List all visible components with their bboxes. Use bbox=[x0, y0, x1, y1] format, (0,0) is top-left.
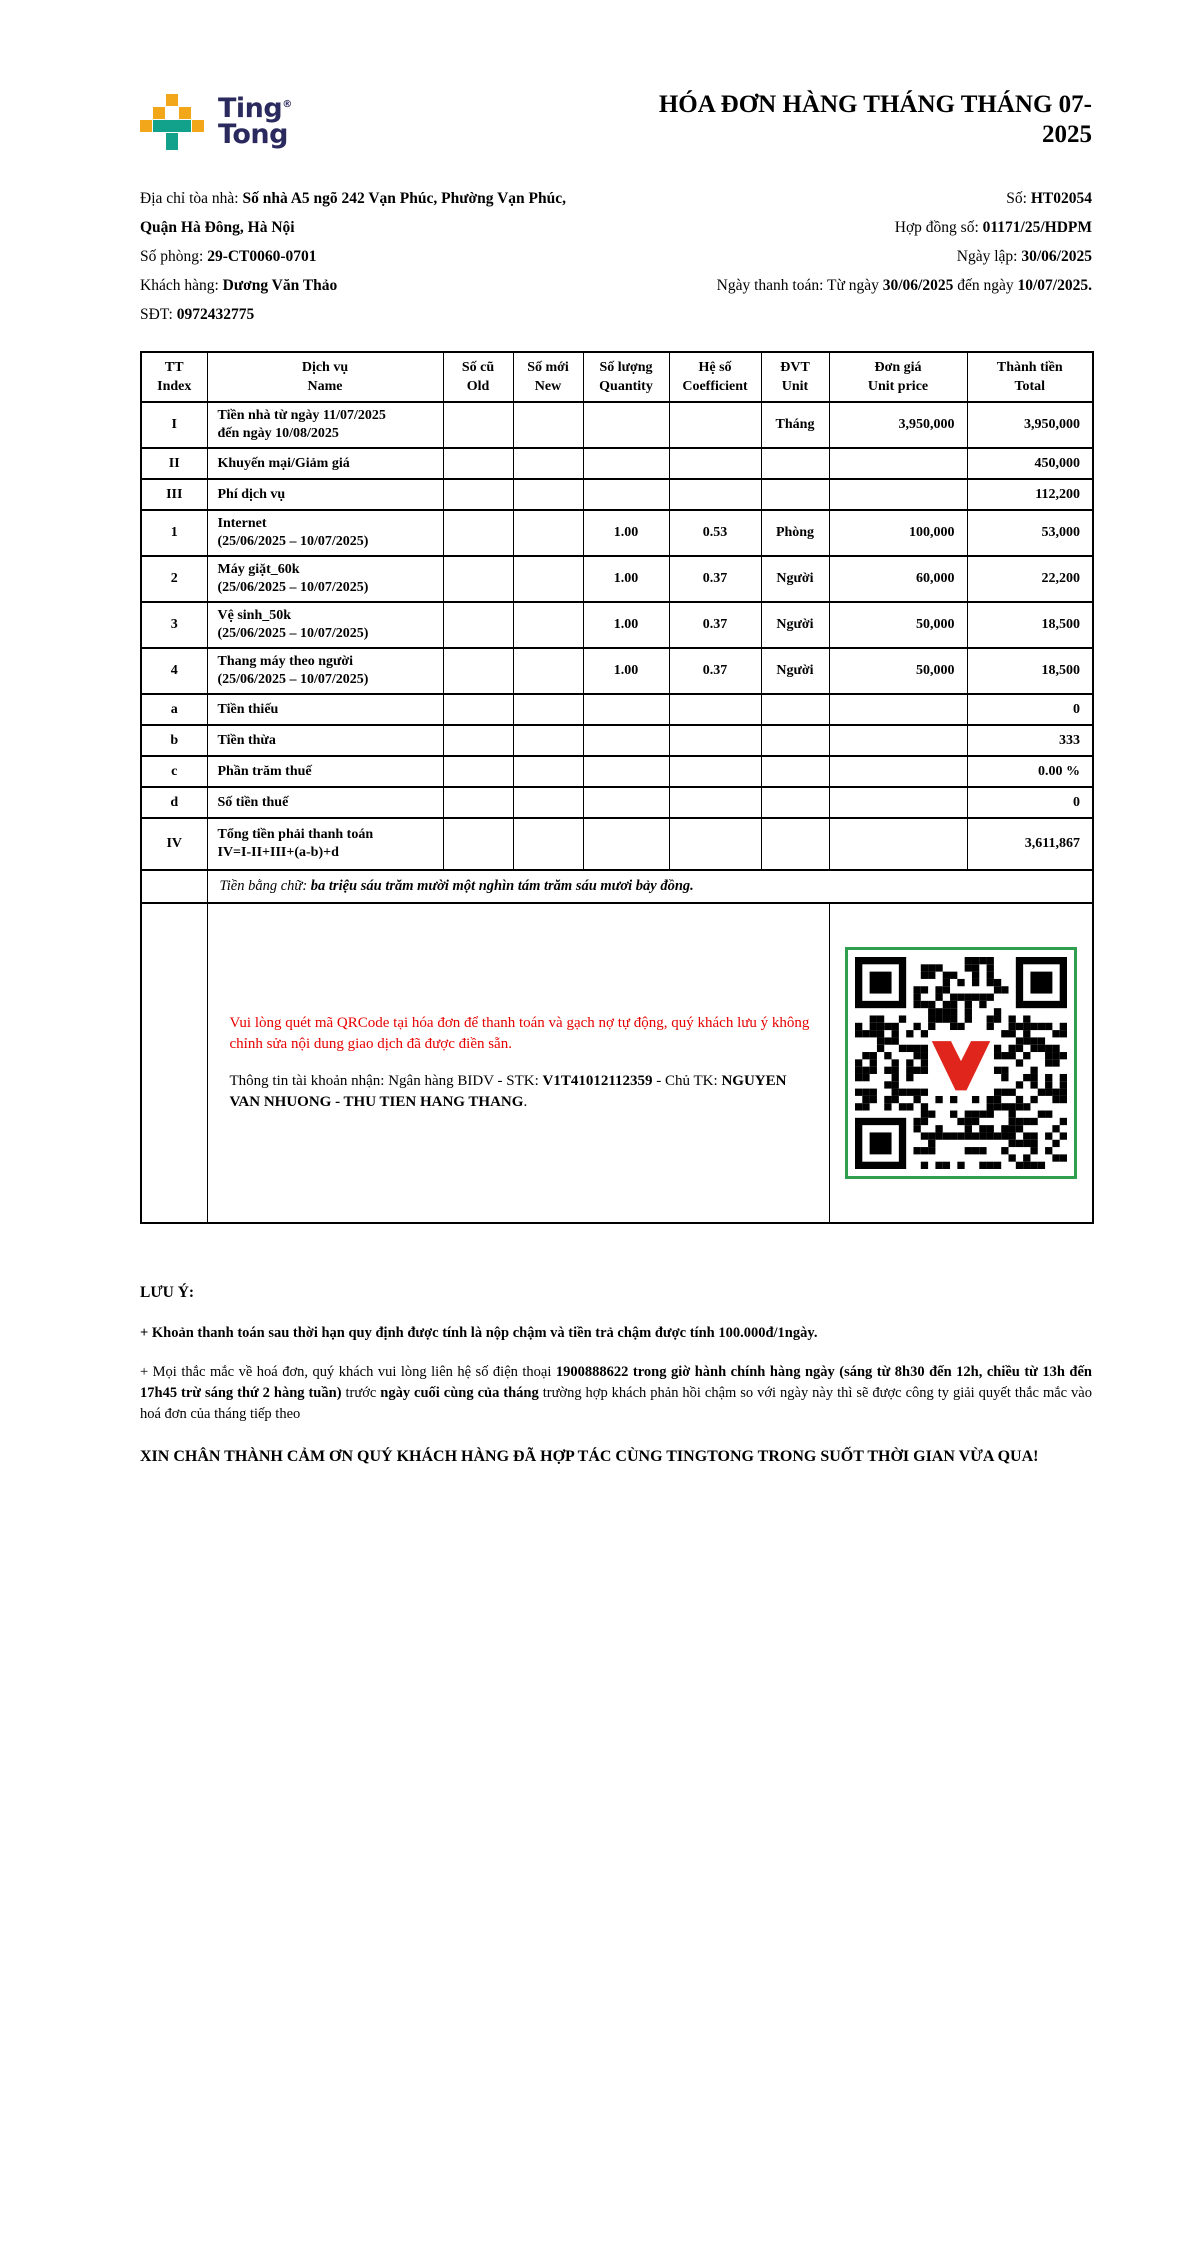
total: 112,200 bbox=[967, 479, 1093, 510]
empty-index-cell bbox=[141, 903, 207, 1223]
brand-line2: Tong bbox=[218, 119, 288, 150]
quantity: 1.00 bbox=[583, 602, 669, 648]
table-row bbox=[141, 818, 1093, 870]
total: 0 bbox=[967, 787, 1093, 818]
unit bbox=[761, 787, 829, 818]
quantity bbox=[583, 402, 669, 448]
header-service: Dịch vụ Name bbox=[207, 352, 443, 402]
empty-index-cell bbox=[141, 870, 207, 903]
header-quantity: Số lượng Quantity bbox=[583, 352, 669, 402]
total: 18,500 bbox=[967, 648, 1093, 694]
service-name: Internet (25/06/2025 – 10/07/2025) bbox=[207, 510, 443, 556]
qr-code-cell bbox=[829, 903, 1093, 1223]
unit-price bbox=[829, 694, 967, 725]
room-number: Số phòng: 29-CT0060-0701 bbox=[140, 248, 317, 265]
header-unit-price: Đơn giá Unit price bbox=[829, 352, 967, 402]
registered-mark: ® bbox=[282, 99, 292, 110]
quantity: 1.00 bbox=[583, 556, 669, 602]
customer-name: Khách hàng: Dương Văn Thảo bbox=[140, 277, 338, 294]
unit-price: 3,950,000 bbox=[829, 402, 967, 448]
service-name: Tiền nhà từ ngày 11/07/2025 đến ngày 10/08/2025 bbox=[207, 402, 443, 448]
unit-price bbox=[829, 448, 967, 479]
payment-instructions bbox=[207, 903, 829, 1223]
table-row bbox=[141, 725, 1093, 756]
row-index: d bbox=[141, 787, 207, 818]
row-index: b bbox=[141, 725, 207, 756]
coefficient bbox=[669, 694, 761, 725]
old-reading bbox=[443, 787, 513, 818]
qr-code bbox=[855, 957, 1067, 1169]
qr-row bbox=[141, 903, 1093, 1223]
unit bbox=[761, 818, 829, 870]
row-index: IV bbox=[141, 818, 207, 870]
issue-date: Ngày lập: 30/06/2025 bbox=[956, 248, 1092, 265]
old-reading bbox=[443, 448, 513, 479]
old-reading bbox=[443, 725, 513, 756]
service-name: Thang máy theo người (25/06/2025 – 10/07/2025) bbox=[207, 648, 443, 694]
old-reading bbox=[443, 402, 513, 448]
row-index: 1 bbox=[141, 510, 207, 556]
info-right bbox=[664, 184, 1092, 329]
quantity bbox=[583, 725, 669, 756]
service-name: Khuyến mại/Giảm giá bbox=[207, 448, 443, 479]
unit-price bbox=[829, 479, 967, 510]
invoice-title bbox=[532, 90, 1092, 150]
customer-phone: SĐT: 0972432775 bbox=[140, 306, 255, 323]
new-reading bbox=[513, 402, 583, 448]
quantity bbox=[583, 448, 669, 479]
services-table bbox=[140, 351, 1094, 1224]
row-index: I bbox=[141, 402, 207, 448]
new-reading bbox=[513, 694, 583, 725]
account-info: Thông tin tài khoản nhận: Ngân hàng BIDV - STK: V1T41012112359 - Chủ TK: NGUYEN VAN NHUONG - THU TIEN HANG THANG. bbox=[229, 1073, 787, 1110]
coefficient bbox=[669, 448, 761, 479]
unit bbox=[761, 448, 829, 479]
coefficient bbox=[669, 402, 761, 448]
building-address: Địa chỉ tòa nhà: Số nhà A5 ngõ 242 Vạn Phúc, Phường Vạn Phúc, bbox=[140, 190, 566, 207]
table-row bbox=[141, 648, 1093, 694]
row-index: III bbox=[141, 479, 207, 510]
unit-price: 50,000 bbox=[829, 602, 967, 648]
coefficient bbox=[669, 818, 761, 870]
service-name: Tiền thiếu bbox=[207, 694, 443, 725]
old-reading bbox=[443, 648, 513, 694]
table-row bbox=[141, 694, 1093, 725]
unit: Người bbox=[761, 602, 829, 648]
unit bbox=[761, 694, 829, 725]
old-reading bbox=[443, 756, 513, 787]
unit-price bbox=[829, 725, 967, 756]
row-index: 4 bbox=[141, 648, 207, 694]
coefficient: 0.37 bbox=[669, 602, 761, 648]
quantity bbox=[583, 818, 669, 870]
notes-heading: LƯU Ý: bbox=[140, 1284, 195, 1301]
new-reading bbox=[513, 448, 583, 479]
service-name: Phần trăm thuế bbox=[207, 756, 443, 787]
new-reading bbox=[513, 556, 583, 602]
table-row bbox=[141, 402, 1093, 448]
unit-price: 60,000 bbox=[829, 556, 967, 602]
total: 18,500 bbox=[967, 602, 1093, 648]
thank-you-note: XIN CHÂN THÀNH CẢM ƠN QUÝ KHÁCH HÀNG ĐÃ HỢP TÁC CÙNG TINGTONG TRONG SUỐT THỜI GIAN VỪA QUA! bbox=[140, 1448, 1039, 1465]
unit: Phòng bbox=[761, 510, 829, 556]
invoice-title-line1: HÓA ĐƠN HÀNG THÁNG THÁNG 07- bbox=[658, 91, 1092, 118]
total: 3,611,867 bbox=[967, 818, 1093, 870]
row-index: II bbox=[141, 448, 207, 479]
building-address-line2: Quận Hà Đông, Hà Nội bbox=[140, 219, 295, 236]
unit bbox=[761, 479, 829, 510]
total: 0 bbox=[967, 694, 1093, 725]
unit: Tháng bbox=[761, 402, 829, 448]
service-name: Tổng tiền phải thanh toán IV=I-II+III+(a-b)+d bbox=[207, 818, 443, 870]
hotline-note: + Mọi thắc mắc về hoá đơn, quý khách vui lòng liên hệ số điện thoại 1900888622 trong giờ hành chính hàng ngày (sáng từ 8h30 đến 12h, chiều từ 13h đến 17h45 trừ sáng thứ 2 hàng tuần) trước ngày cuối cùng của tháng trường hợp khách phản hồi chậm so với ngày này thì sẽ được công ty giải quyết thắc mắc vào hoá đơn của tháng tiếp theo bbox=[140, 1364, 1092, 1422]
brand-line1: Ting bbox=[218, 93, 283, 124]
service-name: Phí dịch vụ bbox=[207, 479, 443, 510]
header-unit: ĐVT Unit bbox=[761, 352, 829, 402]
quantity bbox=[583, 479, 669, 510]
old-reading bbox=[443, 818, 513, 870]
table-header-row bbox=[141, 352, 1093, 402]
new-reading bbox=[513, 479, 583, 510]
coefficient: 0.37 bbox=[669, 556, 761, 602]
total: 3,950,000 bbox=[967, 402, 1093, 448]
coefficient: 0.53 bbox=[669, 510, 761, 556]
tingtong-logo-icon bbox=[140, 94, 206, 154]
contract-number: Hợp đồng số: 01171/25/HDPM bbox=[894, 219, 1092, 236]
invoice-title-line2: 2025 bbox=[1042, 121, 1092, 148]
unit-price bbox=[829, 818, 967, 870]
new-reading bbox=[513, 725, 583, 756]
service-name: Tiền thừa bbox=[207, 725, 443, 756]
unit-price: 100,000 bbox=[829, 510, 967, 556]
unit-price: 50,000 bbox=[829, 648, 967, 694]
coefficient bbox=[669, 756, 761, 787]
unit bbox=[761, 725, 829, 756]
new-reading bbox=[513, 787, 583, 818]
qr-code-frame bbox=[845, 947, 1077, 1179]
header-coefficient: Hệ số Coefficient bbox=[669, 352, 761, 402]
header-old: Số cũ Old bbox=[443, 352, 513, 402]
unit: Người bbox=[761, 648, 829, 694]
payment-period: Ngày thanh toán: Từ ngày 30/06/2025 đến ngày 10/07/2025. bbox=[716, 277, 1092, 294]
row-index: 2 bbox=[141, 556, 207, 602]
coefficient bbox=[669, 725, 761, 756]
header-new: Số mới New bbox=[513, 352, 583, 402]
old-reading bbox=[443, 602, 513, 648]
brand-name bbox=[218, 92, 292, 148]
row-index: a bbox=[141, 694, 207, 725]
unit-price bbox=[829, 787, 967, 818]
qr-payment-notice: Vui lòng quét mã QRCode tại hóa đơn để thanh toán và gạch nợ tự động, quý khách lưu ý không chỉnh sửa nội dung giao dịch đã được điền sẵn. bbox=[229, 1015, 810, 1052]
row-index: c bbox=[141, 756, 207, 787]
total: 22,200 bbox=[967, 556, 1093, 602]
service-name: Số tiền thuế bbox=[207, 787, 443, 818]
table-row bbox=[141, 756, 1093, 787]
service-name: Máy giặt_60k (25/06/2025 – 10/07/2025) bbox=[207, 556, 443, 602]
header-total: Thành tiền Total bbox=[967, 352, 1093, 402]
amount-in-words-row bbox=[141, 870, 1093, 903]
total: 333 bbox=[967, 725, 1093, 756]
late-payment-note: + Khoản thanh toán sau thời hạn quy định được tính là nộp chậm và tiền trả chậm được tính 100.000đ/1ngày. bbox=[140, 1325, 818, 1341]
header-index: TT Index bbox=[141, 352, 207, 402]
total: 450,000 bbox=[967, 448, 1093, 479]
old-reading bbox=[443, 479, 513, 510]
table-row bbox=[141, 448, 1093, 479]
total: 0.00 % bbox=[967, 756, 1093, 787]
new-reading bbox=[513, 648, 583, 694]
row-index: 3 bbox=[141, 602, 207, 648]
old-reading bbox=[443, 556, 513, 602]
coefficient bbox=[669, 787, 761, 818]
service-name: Vệ sinh_50k (25/06/2025 – 10/07/2025) bbox=[207, 602, 443, 648]
footer-notes bbox=[140, 1282, 1092, 1468]
invoice-info bbox=[140, 184, 1092, 329]
table-row bbox=[141, 602, 1093, 648]
coefficient bbox=[669, 479, 761, 510]
quantity bbox=[583, 756, 669, 787]
total: 53,000 bbox=[967, 510, 1093, 556]
quantity: 1.00 bbox=[583, 510, 669, 556]
old-reading bbox=[443, 694, 513, 725]
quantity bbox=[583, 787, 669, 818]
unit bbox=[761, 756, 829, 787]
unit-price bbox=[829, 756, 967, 787]
invoice-number: Số: HT02054 bbox=[1006, 190, 1092, 207]
brand-logo bbox=[140, 88, 292, 154]
new-reading bbox=[513, 510, 583, 556]
coefficient: 0.37 bbox=[669, 648, 761, 694]
header bbox=[140, 88, 1092, 154]
quantity bbox=[583, 694, 669, 725]
new-reading bbox=[513, 818, 583, 870]
table-row bbox=[141, 556, 1093, 602]
old-reading bbox=[443, 510, 513, 556]
unit: Người bbox=[761, 556, 829, 602]
info-left bbox=[140, 184, 664, 329]
new-reading bbox=[513, 756, 583, 787]
table-row bbox=[141, 510, 1093, 556]
amount-in-words: Tiền bằng chữ: ba triệu sáu trăm mười một nghìn tám trăm sáu mươi bảy đồng. bbox=[207, 870, 1093, 903]
table-row bbox=[141, 787, 1093, 818]
invoice-document bbox=[140, 88, 1092, 1468]
table-row bbox=[141, 479, 1093, 510]
new-reading bbox=[513, 602, 583, 648]
quantity: 1.00 bbox=[583, 648, 669, 694]
